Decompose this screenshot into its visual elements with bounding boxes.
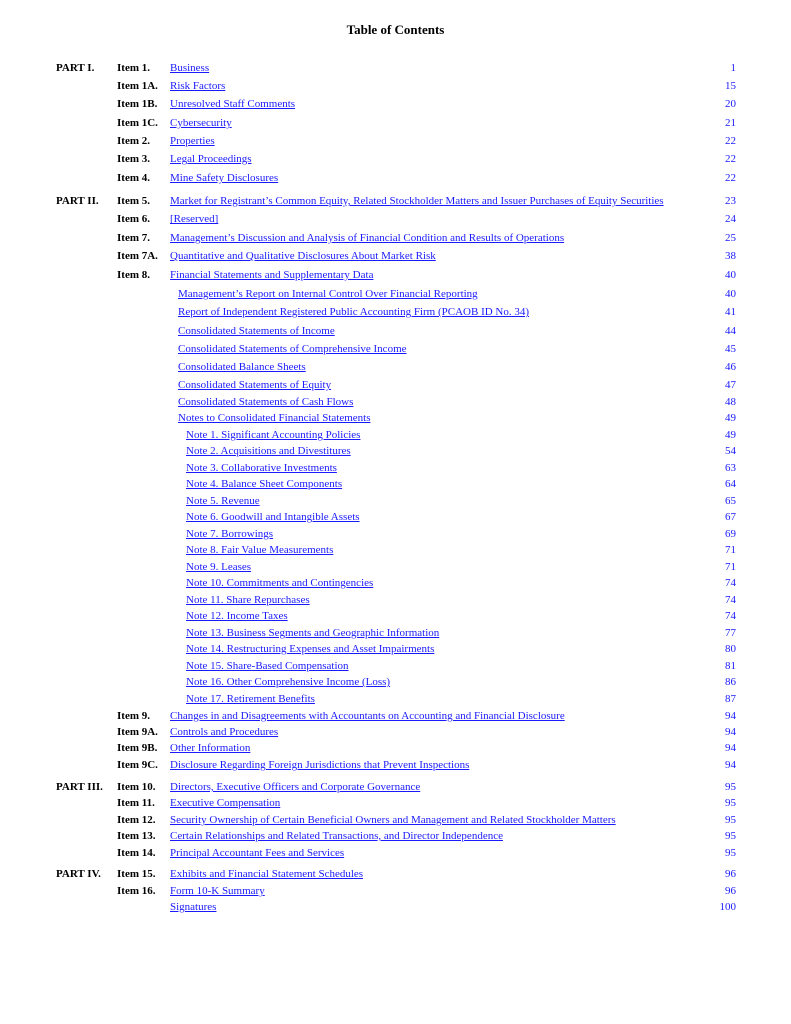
item-label: Item 11.	[117, 797, 155, 809]
page-number-link[interactable]: 54	[725, 445, 736, 457]
page-number-link[interactable]: 94	[725, 759, 736, 771]
toc-row	[0, 593, 791, 609]
toc-link[interactable]: [Reserved]	[170, 213, 219, 225]
toc-row	[0, 846, 791, 862]
item-label: Item 9A.	[117, 726, 158, 738]
toc-row	[0, 61, 791, 77]
toc-row	[0, 829, 791, 845]
toc-link[interactable]: Management’s Discussion and Analysis of Financial Condition and Results of Operations	[170, 232, 565, 244]
toc-row	[0, 324, 791, 340]
page-number-link[interactable]: 41	[725, 306, 736, 318]
item-label: Item 12.	[117, 814, 156, 826]
toc-row	[0, 796, 791, 812]
part-label: PART IV.	[56, 868, 101, 880]
item-label: Item 1A.	[117, 80, 158, 92]
toc-row	[0, 494, 791, 510]
page-number-link[interactable]: 67	[725, 511, 736, 523]
toc-row	[0, 675, 791, 691]
toc-row	[0, 510, 791, 526]
toc-row	[0, 477, 791, 493]
toc-link[interactable]: Note 4. Balance Sheet Components	[186, 478, 343, 490]
item-label: Item 16.	[117, 885, 156, 897]
page-number-link[interactable]: 48	[725, 396, 736, 408]
page-number-link[interactable]: 94	[725, 710, 736, 722]
item-label: Item 9.	[117, 710, 150, 722]
toc-link[interactable]: Risk Factors	[170, 80, 226, 92]
item-label: Item 13.	[117, 830, 156, 842]
toc-link[interactable]: Note 17. Retirement Benefits	[186, 693, 315, 705]
toc-link[interactable]: Notes to Consolidated Financial Statements	[178, 412, 371, 424]
toc-link[interactable]: Quantitative and Qualitative Disclosures About Market Risk	[170, 250, 436, 262]
toc-link[interactable]: Consolidated Balance Sheets	[178, 361, 306, 373]
toc-link[interactable]: Consolidated Statements of Equity	[178, 379, 332, 391]
toc-row	[0, 709, 791, 725]
page-number-link[interactable]: 21	[725, 117, 736, 129]
toc-link[interactable]: Changes in and Disagreements with Accountants on Accounting and Financial Disclosure	[170, 710, 565, 722]
toc-row	[0, 543, 791, 559]
item-label: Item 6.	[117, 213, 150, 225]
toc-link[interactable]: Business	[170, 62, 210, 74]
page-number-link[interactable]: 65	[725, 495, 736, 507]
page-title: Table of Contents	[346, 22, 445, 37]
item-label: Item 15.	[117, 868, 156, 880]
toc-row	[0, 867, 791, 883]
page-number-link[interactable]: 95	[725, 847, 736, 859]
toc-link[interactable]: Consolidated Statements of Comprehensive Income	[178, 343, 407, 355]
item-label: Item 9B.	[117, 742, 158, 754]
toc-link[interactable]: Note 16. Other Comprehensive Income (Loss)	[186, 676, 391, 688]
page-number-link[interactable]: 95	[725, 814, 736, 826]
toc-row	[0, 152, 791, 168]
page-number-link[interactable]: 80	[725, 643, 736, 655]
toc-link[interactable]: Consolidated Statements of Cash Flows	[178, 396, 354, 408]
page-number-link[interactable]: 22	[725, 135, 736, 147]
toc-link[interactable]: Consolidated Statements of Income	[178, 325, 335, 337]
toc-row	[0, 692, 791, 708]
page-number-link[interactable]: 96	[725, 868, 736, 880]
toc-link[interactable]: Note 14. Restructuring Expenses and Asset Impairments	[186, 643, 435, 655]
page-number-link[interactable]: 95	[725, 797, 736, 809]
toc-link[interactable]: Note 6. Goodwill and Intangible Assets	[186, 511, 360, 523]
toc-link[interactable]: Legal Proceedings	[170, 153, 252, 165]
toc-row	[0, 813, 791, 829]
page-number-link[interactable]: 22	[725, 153, 736, 165]
toc-row	[0, 758, 791, 774]
toc-row	[0, 79, 791, 95]
page-number-link[interactable]: 100	[719, 901, 736, 913]
toc-link[interactable]: Properties	[170, 135, 215, 147]
page-number-link[interactable]: 46	[725, 361, 736, 373]
toc-row	[0, 249, 791, 265]
page-number-link[interactable]: 96	[725, 885, 736, 897]
part-label: PART III.	[56, 781, 103, 793]
toc-link[interactable]: Financial Statements and Supplementary Data	[170, 269, 374, 281]
toc-row	[0, 642, 791, 658]
page-number-link[interactable]: 40	[725, 288, 736, 300]
toc-link[interactable]: Note 9. Leases	[186, 561, 252, 573]
page-number-link[interactable]: 74	[725, 577, 736, 589]
toc-link[interactable]: Management’s Report on Internal Control Over Financial Reporting	[178, 288, 478, 300]
page-number-link[interactable]: 69	[725, 528, 736, 540]
item-label: Item 14.	[117, 847, 156, 859]
toc-row	[0, 741, 791, 757]
toc-link[interactable]: Note 7. Borrowings	[186, 528, 274, 540]
page-number-link[interactable]: 95	[725, 830, 736, 842]
page-number-link[interactable]: 25	[725, 232, 736, 244]
toc-row	[0, 97, 791, 113]
part-label: PART II.	[56, 195, 99, 207]
toc-link[interactable]: Security Ownership of Certain Beneficial Owners and Management and Related Stockholder Matters	[170, 814, 616, 826]
toc-link[interactable]: Note 12. Income Taxes	[186, 610, 288, 622]
page-number-link[interactable]: 40	[725, 269, 736, 281]
page-number-link[interactable]: 24	[725, 213, 736, 225]
item-label: Item 7A.	[117, 250, 158, 262]
page-number-link[interactable]: 64	[725, 478, 736, 490]
toc-link[interactable]: Note 11. Share Repurchases	[186, 594, 310, 606]
page-number-link[interactable]: 49	[725, 412, 736, 424]
toc-link[interactable]: Market for Registrant’s Common Equity, Related Stockholder Matters and Issuer Purchases of Equity Securities	[170, 195, 664, 207]
item-label: Item 1C.	[117, 117, 158, 129]
toc-link[interactable]: Note 8. Fair Value Measurements	[186, 544, 334, 556]
page-number-link[interactable]: 15	[725, 80, 736, 92]
toc-row	[0, 428, 791, 444]
page-number-link[interactable]: 45	[725, 343, 736, 355]
toc-link[interactable]: Note 5. Revenue	[186, 495, 260, 507]
toc-link[interactable]: Unresolved Staff Comments	[170, 98, 296, 110]
page-number-link[interactable]: 71	[725, 544, 736, 556]
page-number-link[interactable]: 94	[725, 742, 736, 754]
part-label: PART I.	[56, 62, 95, 74]
toc-link[interactable]: Cybersecurity	[170, 117, 232, 129]
page-number-link[interactable]: 87	[725, 693, 736, 705]
toc-row	[0, 134, 791, 150]
toc-link[interactable]: Exhibits and Financial Statement Schedules	[170, 868, 364, 880]
page-number-link[interactable]: 1	[730, 62, 736, 74]
toc-row	[0, 609, 791, 625]
page-number-link[interactable]: 77	[725, 627, 736, 639]
toc-link[interactable]: Controls and Procedures	[170, 726, 279, 738]
page-number-link[interactable]: 74	[725, 594, 736, 606]
toc-row	[0, 659, 791, 675]
toc-row	[0, 395, 791, 411]
page-number-link[interactable]: 71	[725, 561, 736, 573]
item-label: Item 5.	[117, 195, 150, 207]
toc-row	[0, 560, 791, 576]
item-label: Item 7.	[117, 232, 150, 244]
page-number-link[interactable]: 20	[725, 98, 736, 110]
toc-row	[0, 171, 791, 187]
toc-row	[0, 900, 791, 916]
item-label: Item 10.	[117, 781, 156, 793]
toc-link[interactable]: Note 10. Commitments and Contingencies	[186, 577, 374, 589]
page-number-link[interactable]: 44	[725, 325, 736, 337]
toc-row	[0, 626, 791, 642]
toc-link[interactable]: Directors, Executive Officers and Corporate Governance	[170, 781, 421, 793]
toc-row	[0, 212, 791, 228]
toc-link[interactable]: Certain Relationships and Related Transactions, and Director Independence	[170, 830, 503, 842]
toc-row	[0, 444, 791, 460]
toc-link[interactable]: Executive Compensation	[170, 797, 281, 809]
toc-row	[0, 411, 791, 427]
toc-row	[0, 725, 791, 741]
page-number-link[interactable]: 94	[725, 726, 736, 738]
toc-row	[0, 305, 791, 321]
page-number-link[interactable]: 86	[725, 676, 736, 688]
item-label: Item 9C.	[117, 759, 158, 771]
toc-link[interactable]: Principal Accountant Fees and Services	[170, 847, 345, 859]
item-label: Item 3.	[117, 153, 150, 165]
toc-row	[0, 231, 791, 247]
toc-link[interactable]: Note 15. Share-Based Compensation	[186, 660, 349, 672]
item-label: Item 1.	[117, 62, 150, 74]
page-number-link[interactable]: 49	[725, 429, 736, 441]
toc-row	[0, 884, 791, 900]
toc-row	[0, 461, 791, 477]
toc-row	[0, 527, 791, 543]
toc-row	[0, 116, 791, 132]
toc-link[interactable]: Note 3. Collaborative Investments	[186, 462, 337, 474]
toc-link[interactable]: Report of Independent Registered Public Accounting Firm (PCAOB ID No. 34)	[178, 306, 530, 318]
page-number-link[interactable]: 47	[725, 379, 736, 391]
toc-link[interactable]: Note 2. Acquisitions and Divestitures	[186, 445, 351, 457]
page-number-link[interactable]: 22	[725, 172, 736, 184]
page-number-link[interactable]: 23	[725, 195, 736, 207]
toc-row	[0, 780, 791, 796]
page-number-link[interactable]: 81	[725, 660, 736, 672]
toc-link[interactable]: Signatures	[170, 901, 217, 913]
toc-row	[0, 378, 791, 394]
toc-link[interactable]: Other Information	[170, 742, 251, 754]
toc-link[interactable]: Disclosure Regarding Foreign Jurisdictions that Prevent Inspections	[170, 759, 470, 771]
item-label: Item 4.	[117, 172, 150, 184]
toc-row	[0, 576, 791, 592]
page-number-link[interactable]: 63	[725, 462, 736, 474]
toc-row	[0, 342, 791, 358]
page-number-link[interactable]: 95	[725, 781, 736, 793]
page-number-link[interactable]: 38	[725, 250, 736, 262]
toc-link[interactable]: Form 10-K Summary	[170, 885, 265, 897]
toc-link[interactable]: Mine Safety Disclosures	[170, 172, 279, 184]
item-label: Item 2.	[117, 135, 150, 147]
toc-link[interactable]: Note 1. Significant Accounting Policies	[186, 429, 361, 441]
toc-row	[0, 194, 791, 210]
toc-row	[0, 360, 791, 376]
toc-row	[0, 268, 791, 284]
item-label: Item 8.	[117, 269, 150, 281]
item-label: Item 1B.	[117, 98, 158, 110]
page-number-link[interactable]: 74	[725, 610, 736, 622]
toc-link[interactable]: Note 13. Business Segments and Geographic Information	[186, 627, 440, 639]
toc-row	[0, 287, 791, 303]
